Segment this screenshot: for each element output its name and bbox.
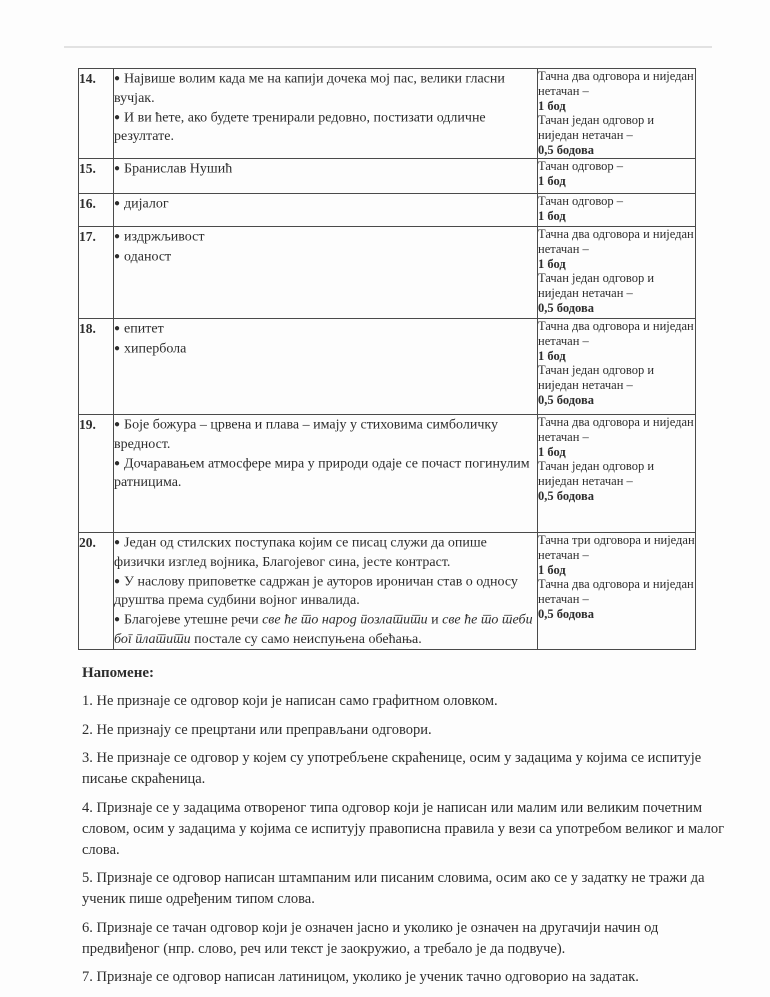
scoring-line: 1 бод <box>538 444 566 459</box>
answer-item <box>114 159 537 179</box>
answer-text: Дочаравањем атмосфере мира у природи одаје се почаст погинулим ратницима. <box>114 456 530 490</box>
bullet-icon: ● <box>114 419 121 430</box>
scoring-line: Тачна три одговора и ниједан нетачан – <box>538 533 695 562</box>
bullet-icon: ● <box>114 537 121 548</box>
answer-item <box>114 319 537 339</box>
answer-item <box>114 227 537 247</box>
answer-text: и <box>427 612 443 628</box>
scoring-line: Тачан један одговор и ниједан нетачан – <box>538 113 655 143</box>
scoring-line: Тачна два одговора и ниједан нетачан – <box>538 577 694 607</box>
scoring-line: Тачан један одговор и ниједан нетачан – <box>538 271 655 301</box>
answer-text: дијалог <box>124 196 169 212</box>
answer-item <box>114 69 537 108</box>
scoring-line: 0,5 бодова <box>538 606 594 621</box>
answer-text: Највише волим када ме на капији дочека мој пас, велики гласни вучјак. <box>114 71 505 106</box>
answer-item <box>114 108 537 147</box>
row-number-cell: 17. <box>79 227 114 319</box>
scoring-line: Тачан одговор – <box>538 159 624 173</box>
bullet-icon: ● <box>114 163 121 174</box>
table-row <box>79 159 696 194</box>
scoring-cell <box>538 227 696 319</box>
scoring-line: Тачна два одговора и ниједан нетачан – <box>538 319 694 348</box>
answer-text: оданост <box>124 249 172 264</box>
scoring-line: 0,5 бодова <box>538 300 594 315</box>
notes-list <box>82 691 727 988</box>
scoring-line: 1 бод <box>538 256 566 271</box>
note-item: 1. Не признаје се одговор који је написан само графитном оловком. <box>82 693 498 709</box>
table-row <box>79 69 696 159</box>
answer-text: постале су само неиспуњена обећања. <box>190 631 422 647</box>
answer-text: Благојеве утешне речи <box>124 612 263 628</box>
answer-item <box>114 194 537 214</box>
answer-text: хипербола <box>124 341 187 356</box>
answer-key-table-body <box>79 69 696 650</box>
scoring-line: 1 бод <box>538 173 566 188</box>
note-item: 6. Признаје се тачан одговор који је означен јасно и уколико је означен на другачији начин од предвиђеног (нпр. слово, реч или текст је заокружио, а требало је да подвуче). <box>82 919 659 957</box>
note-item: 4. Признаје се у задацима отвореног типа одговор који је написан или малим или великим почетним словом, осим у задацима у којима се испитују правописна правила у вези са употребом великог и малог слова. <box>82 799 725 858</box>
answer-text: епитет <box>124 321 164 337</box>
answers-cell <box>114 415 538 533</box>
note-item: 7. Признаје се одговор написан латиницом, уколико је ученик тачно одговорио на задатак. <box>82 969 639 985</box>
answers-cell <box>114 194 538 227</box>
bullet-icon: ● <box>114 575 121 587</box>
note-item: 3. Не признаје се одговор у којем су употребљене скраћенице, осим у задацима у којима се испитује писање скраћеница. <box>82 750 702 787</box>
scan-artifact-line <box>64 46 712 48</box>
bullet-icon: ● <box>114 73 121 84</box>
answers-cell <box>114 319 538 415</box>
answer-text: све ће то теби бог платити <box>114 612 533 647</box>
answers-cell <box>114 533 538 650</box>
answer-item <box>114 610 537 649</box>
answer-text: све ће то народ позлатити <box>262 612 428 628</box>
bullet-icon: ● <box>114 198 121 209</box>
table-row <box>79 533 696 650</box>
row-number-cell: 20. <box>79 533 114 650</box>
scoring-cell <box>538 319 696 415</box>
table-row <box>79 415 696 533</box>
answer-item <box>114 247 537 267</box>
answers-cell <box>114 227 538 319</box>
scoring-cell <box>538 194 696 227</box>
table-row <box>79 227 696 319</box>
scoring-line: 1 бод <box>538 98 566 113</box>
scoring-line: Тачан један одговор и ниједан нетачан – <box>538 459 655 489</box>
notes-section <box>82 663 727 996</box>
scoring-line: 1 бод <box>538 348 566 363</box>
answer-item <box>114 339 537 359</box>
bullet-icon: ● <box>114 342 121 354</box>
note-item: 5. Признаје се одговор написан штампаним или писаним словима, осим ако се у задатку не тражи да ученик пише одређеним типом слова. <box>82 870 705 907</box>
scoring-line: Тачан један одговор и ниједан нетачан – <box>538 363 655 393</box>
answer-text: Један од стилских поступака којим се писац служи да опише физички изглед војника, Благојевог сина, јесте контраст. <box>114 535 487 570</box>
scoring-line: 0,5 бодова <box>538 488 594 503</box>
scoring-line: Тачна два одговора и ниједан нетачан – <box>538 227 694 256</box>
scoring-cell <box>538 415 696 533</box>
row-number-cell: 16. <box>79 194 114 227</box>
answer-text: У наслову приповетке садржан је ауторов ироничан став о односу друштва према судбини војног инвалида. <box>114 574 518 608</box>
scoring-line: 1 бод <box>538 562 566 577</box>
answers-cell <box>114 159 538 194</box>
scoring-line: 1 бод <box>538 208 566 223</box>
answer-text: Боје божура – црвена и плава – имају у стиховима симболичку вредност. <box>114 417 498 452</box>
notes-heading: Напомене: <box>82 665 154 681</box>
scoring-cell <box>538 69 696 159</box>
note-item: 2. Не признају се прецртани или преправљани одговори. <box>82 721 432 738</box>
table-row <box>79 194 696 227</box>
answer-key-table <box>78 68 696 650</box>
scoring-line: 0,5 бодова <box>538 392 594 407</box>
answer-text: И ви ћете, ако будете тренирали редовно, постизати одличне резултате. <box>114 110 486 144</box>
bullet-icon: ● <box>114 457 121 469</box>
answers-cell <box>114 69 538 159</box>
scoring-line: Тачан одговор – <box>538 194 624 208</box>
scoring-line: Тачна два одговора и ниједан нетачан – <box>538 69 694 98</box>
answer-item <box>114 415 537 454</box>
scoring-line: 0,5 бодова <box>538 142 594 157</box>
answer-item <box>114 572 537 611</box>
bullet-icon: ● <box>114 250 121 262</box>
table-row <box>79 319 696 415</box>
row-number-cell: 19. <box>79 415 114 533</box>
scoring-cell <box>538 533 696 650</box>
bullet-icon: ● <box>114 231 121 242</box>
scoring-cell <box>538 159 696 194</box>
answer-item <box>114 454 537 493</box>
scoring-line: Тачна два одговора и ниједан нетачан – <box>538 415 694 444</box>
bullet-icon: ● <box>114 323 121 334</box>
bullet-icon: ● <box>114 614 121 625</box>
row-number-cell: 14. <box>79 69 114 159</box>
answer-text: Бранислав Нушић <box>124 161 233 177</box>
answer-text: издржљивост <box>124 229 205 245</box>
row-number-cell: 18. <box>79 319 114 415</box>
bullet-icon: ● <box>114 111 121 123</box>
answer-item <box>114 533 537 572</box>
row-number-cell: 15. <box>79 159 114 194</box>
